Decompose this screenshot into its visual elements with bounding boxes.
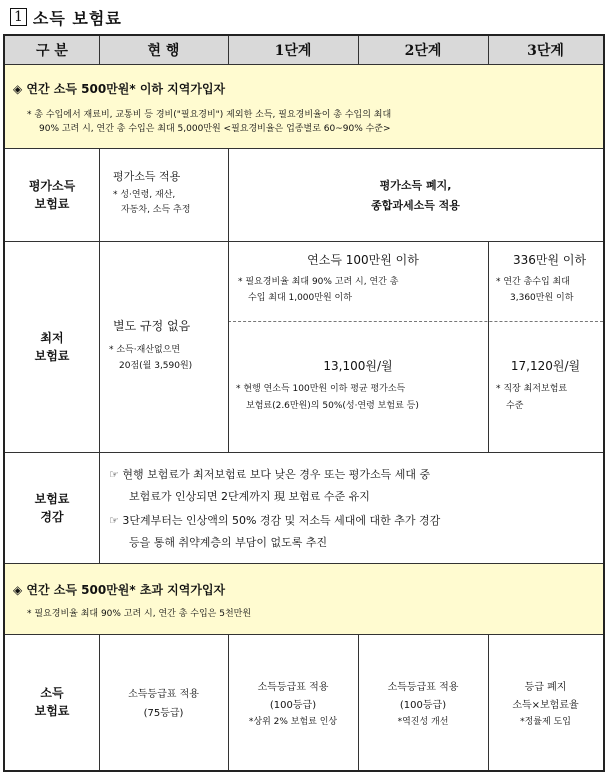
section1-note-line2: 90% 고려 시, 연간 총 수입은 최대 5,000만원 <필요경비율은 업종별로 60~90% 수준> <box>39 124 391 134</box>
gyeonggam-content <box>99 452 603 563</box>
grid-line <box>99 634 100 770</box>
sodeuk-stage1-line2: (100등급) <box>269 699 317 711</box>
sodeuk-current <box>99 634 228 770</box>
grid-line <box>228 634 229 770</box>
gyeonggam-item1-line1: ☞ 현행 보험료가 최저보험료 보다 낮은 경우 또는 평가소득 세대 중 <box>109 468 431 481</box>
sodeuk-stage1-line1: 소득등급표 적용 <box>257 681 329 693</box>
choejeo-stage12-amount: 13,100원/월 <box>323 358 393 373</box>
section2-note-line1: * 필요경비율 최대 90% 고려 시, 연간 총 수입은 5천만원 <box>27 609 252 619</box>
grid-line <box>228 148 229 452</box>
header-stage3: 3단계 <box>527 43 564 59</box>
grid-line <box>5 634 603 635</box>
section1-title: ◈ 연간 소득 500만원* 이하 지역가입자 <box>13 82 226 96</box>
header-stage1: 1단계 <box>274 43 312 59</box>
sodeuk-stage2-line1: 소득등급표 적용 <box>387 681 459 693</box>
choejeo-stage12-note1: * 필요경비율 최대 90% 고려 시, 연간 총 <box>238 277 399 287</box>
sodeuk-current-line1: 소득등급표 적용 <box>128 689 199 700</box>
choejeo-current <box>99 241 228 452</box>
gyeonggam-item1-line2: 보험료가 인상되면 2단계까지 現 보험료 수준 유지 <box>129 490 370 503</box>
grid-line <box>5 148 603 149</box>
header-category: 구 분 <box>36 43 68 59</box>
choejeo-stage3-amount: 17,120원/월 <box>510 358 581 373</box>
section1-banner <box>5 64 603 148</box>
section2-title: ◈ 연간 소득 500만원* 초과 지역가입자 <box>13 583 226 597</box>
row-label-pyeongga: 평가소득 보험료 <box>28 178 76 211</box>
grid-line <box>5 64 603 65</box>
grid-line <box>5 452 603 453</box>
row-label-choejeo: 최저 보험료 <box>34 330 70 363</box>
sodeuk-stage3-line3: *정률제 도입 <box>520 716 571 727</box>
section-number: 1 <box>10 8 27 26</box>
choejeo-stage3-basis2: 수준 <box>506 401 524 411</box>
grid-line <box>228 36 229 64</box>
choejeo-stage3-note1: * 연간 총수입 최대 <box>496 277 570 287</box>
grid-line <box>358 634 359 770</box>
pyeongga-current-note1: * 성·연령, 재산, <box>113 190 176 200</box>
choejeo-stage3-basis1: * 직장 최저보험료 <box>496 384 568 394</box>
grid-line <box>358 36 359 64</box>
pyeongga-new-line2: 종합과세소득 적용 <box>371 198 460 212</box>
sodeuk-stage3-line1: 등급 폐지 <box>524 681 567 693</box>
gyeonggam-item2-line1: ☞ 3단계부터는 인상액의 50% 경감 및 저소득 세대에 대한 추가 경감 <box>109 514 441 527</box>
grid-line <box>5 563 603 564</box>
page-title <box>10 5 122 29</box>
sodeuk-stage1 <box>228 634 358 770</box>
grid-line <box>99 36 100 64</box>
insurance-table <box>3 34 605 772</box>
choejeo-stage12-top <box>228 241 488 316</box>
grid-line <box>488 241 489 452</box>
sodeuk-stage3 <box>488 634 603 770</box>
pyeongga-current <box>99 148 228 241</box>
sodeuk-stage2-line2: (100등급) <box>399 699 447 711</box>
choejeo-stage12-threshold: 연소득 100만원 이하 <box>307 253 419 267</box>
sodeuk-stage2 <box>358 634 488 770</box>
section1-note-line1: * 총 수입에서 재료비, 교통비 등 경비("필요경비") 제외한 소득, 필요경비율이 총 수입의 최대 <box>27 110 392 120</box>
row-label-gyeonggam: 보험료 경감 <box>34 491 70 524</box>
sodeuk-stage2-line3: *역진성 개선 <box>397 716 449 727</box>
choejeo-current-title: 별도 규정 없음 <box>113 319 191 333</box>
header-current: 현 행 <box>147 43 180 59</box>
pyeongga-current-title: 평가소득 적용 <box>113 170 181 183</box>
grid-dashed-line <box>228 321 603 322</box>
section2-banner <box>5 563 603 634</box>
grid-line <box>488 634 489 770</box>
choejeo-stage12-basis1: * 현행 연소득 100만원 이하 평균 평가소득 <box>236 384 406 394</box>
row-label-sodeuk: 소득 보험료 <box>34 686 70 718</box>
grid-line <box>99 452 100 563</box>
sodeuk-stage3-line2: 소득×보험료율 <box>512 699 579 711</box>
choejeo-current-note1: * 소득·재산없으면 <box>109 345 181 355</box>
grid-line <box>488 36 489 64</box>
choejeo-stage3-top <box>488 241 603 316</box>
pyeongga-current-note2: 자동차, 소득 추정 <box>121 205 191 215</box>
sodeuk-current-line2: (75등급) <box>143 708 184 719</box>
choejeo-stage3-note2: 3,360만원 이하 <box>510 293 574 303</box>
gyeonggam-item2-line2: 등을 통해 취약계층의 부담이 없도록 추진 <box>129 536 328 549</box>
choejeo-stage3-bottom <box>488 381 603 441</box>
sodeuk-stage1-line3: *상위 2% 보험료 인상 <box>248 716 338 727</box>
choejeo-stage12-bottom <box>228 381 488 441</box>
header-stage2: 2단계 <box>404 43 442 59</box>
choejeo-stage12-note2: 수입 최대 1,000만원 이하 <box>248 293 352 303</box>
choejeo-stage12-basis2: 보험료(2.6만원)의 50%(성·연령 보험료 등) <box>246 401 419 411</box>
grid-line <box>99 148 100 452</box>
section-title: 소득 보험료 <box>32 8 122 28</box>
grid-line <box>5 241 603 242</box>
pyeongga-new <box>228 148 603 241</box>
choejeo-current-note2: 20점(월 3,590원) <box>119 361 193 371</box>
pyeongga-new-line1: 평가소득 폐지, <box>379 178 452 192</box>
choejeo-stage3-threshold: 336만원 이하 <box>512 253 587 267</box>
